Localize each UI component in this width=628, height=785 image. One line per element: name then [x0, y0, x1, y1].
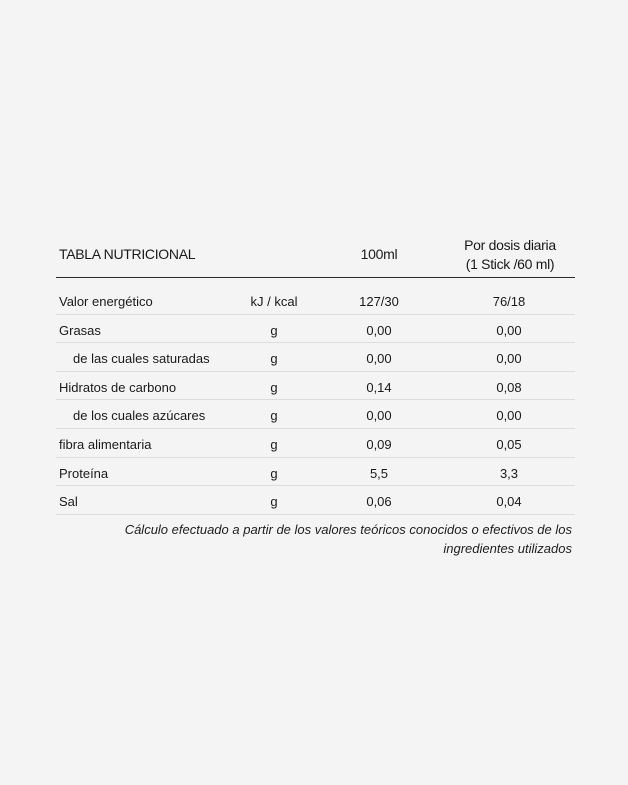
nutrition-table — [56, 232, 575, 558]
table-row — [56, 458, 575, 487]
value-per-100ml: 0,14 — [366, 379, 392, 395]
footnote — [56, 520, 575, 558]
nutrient-unit: g — [270, 465, 278, 481]
value-per-100ml: 0,00 — [366, 408, 392, 424]
value-per-100ml: 0,00 — [366, 351, 392, 367]
nutrient-unit: g — [270, 436, 278, 452]
footnote-line2: ingredientes utilizados — [443, 540, 572, 556]
value-per-dose: 3,3 — [499, 465, 519, 481]
table-row — [56, 400, 575, 429]
value-per-dose: 0,00 — [496, 322, 522, 338]
value-per-dose: 0,00 — [496, 408, 522, 424]
nutrient-name: Proteína — [59, 465, 109, 481]
table-title: TABLA NUTRICIONAL — [59, 246, 196, 262]
nutrient-name: fibra alimentaria — [59, 436, 152, 452]
value-per-100ml: 0,00 — [366, 322, 392, 338]
value-per-dose: 0,05 — [496, 436, 522, 452]
table-body — [56, 286, 575, 515]
table-row — [56, 343, 575, 372]
value-per-100ml: 0,06 — [366, 494, 392, 510]
nutrient-name: Sal — [59, 494, 78, 510]
table-row — [56, 286, 575, 315]
table-header — [56, 232, 575, 278]
value-per-100ml: 5,5 — [369, 465, 389, 481]
value-per-dose: 0,00 — [496, 351, 522, 367]
value-per-100ml: 127/30 — [359, 294, 399, 309]
value-per-dose: 76/18 — [492, 294, 526, 309]
nutrient-name: Grasas — [59, 322, 101, 338]
nutrient-unit: kJ / kcal — [250, 294, 298, 309]
nutrient-name: de los cuales azúcares — [73, 408, 206, 424]
nutrient-unit: g — [270, 351, 278, 367]
column-header-daily-dose — [439, 236, 581, 274]
nutrient-unit: g — [270, 408, 278, 424]
nutrient-name: Hidratos de carbono — [59, 379, 177, 395]
table-row — [56, 372, 575, 401]
table-row — [56, 429, 575, 458]
nutrient-unit: g — [270, 322, 278, 338]
value-per-dose: 0,04 — [496, 494, 522, 510]
value-per-dose: 0,08 — [496, 379, 522, 395]
table-row — [56, 486, 575, 515]
nutrient-name: Valor energético — [59, 294, 153, 309]
footnote-line1: Cálculo efectuado a partir de los valores teóricos conocidos o efectivos de los — [124, 521, 572, 537]
nutrient-unit: g — [270, 494, 278, 510]
column-header-100ml: 100ml — [360, 246, 398, 262]
table-row — [56, 315, 575, 344]
nutrient-unit: g — [270, 379, 278, 395]
daily-dose-header-line1: Por dosis diaria — [464, 237, 556, 253]
value-per-100ml: 0,09 — [366, 436, 392, 452]
daily-dose-header-line2: (1 Stick /60 ml) — [465, 256, 555, 272]
nutrient-name: de las cuales saturadas — [73, 351, 210, 367]
